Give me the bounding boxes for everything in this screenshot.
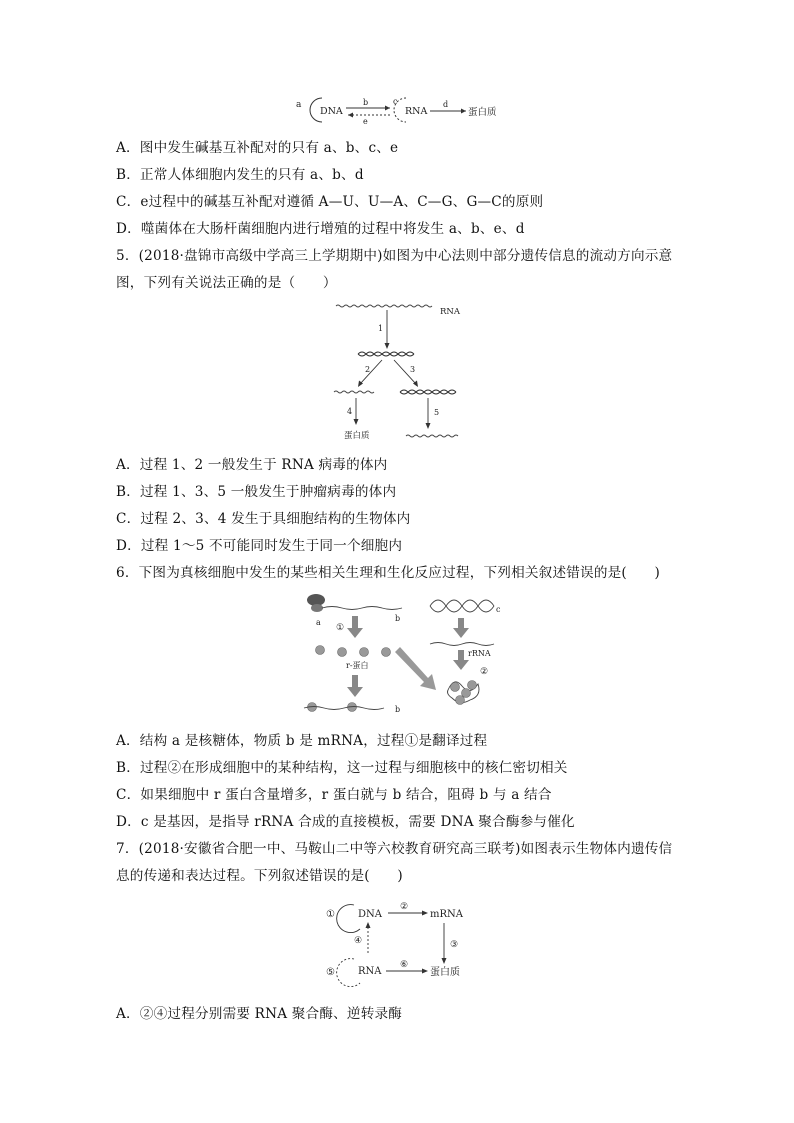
q5-option-c: C．过程 2、3、4 发生于具细胞结构的生物体内	[116, 511, 411, 527]
q7-stem-line-1: 7．(2018·安徽省合肥一中、马鞍山二中等六校教育研究高三联考)如图表示生物体内遗传信	[116, 841, 673, 857]
figure-central-dogma-1	[290, 90, 497, 130]
label-process-4: ④	[354, 936, 363, 946]
q5-stem-line-2: 图，下列有关说法正确的是（ ）	[116, 275, 337, 291]
arrow-down-icon	[347, 616, 363, 638]
label-2: 2	[365, 365, 371, 374]
q6-option-d: D．c 是基因，是指导 rRNA 合成的直接模板，需要 DNA 聚合酶参与催化	[116, 814, 575, 830]
label-mrna: mRNA	[430, 909, 463, 920]
label-process-2: ②	[480, 667, 489, 677]
q6-stem: 6．下图为真核细胞中发生的某些相关生理和生化反应过程，下列相关叙述错误的是( )	[116, 565, 661, 581]
q4-option-b: B．正常人体细胞内发生的只有 a、b、d	[116, 167, 364, 183]
q6-option-c: C．如果细胞中 r 蛋白含量增多，r 蛋白就与 b 结合，阻碍 b 与 a 结合	[116, 787, 552, 803]
dna-replication-loop	[337, 905, 360, 933]
dna-double-helix	[430, 600, 494, 612]
r-protein-dot	[338, 648, 347, 657]
rna-product-strand	[334, 391, 374, 393]
arrow-down-icon	[453, 618, 469, 638]
label-e: e	[363, 117, 368, 126]
ribosome-icon	[307, 594, 325, 612]
q5-stem-line-1: 5．(2018·盘锦市高级中学高三上学期期中)如图为中心法则中部分遗传信息的流动方向示意	[116, 248, 673, 264]
label-process-6: ⑥	[400, 960, 409, 970]
mrna-strand	[322, 607, 402, 610]
label-process-2: ②	[400, 902, 409, 912]
label-a: a	[296, 100, 302, 110]
label-dna: DNA	[358, 909, 382, 920]
label-4: 4	[347, 407, 353, 416]
label-process-5: ⑤	[326, 967, 335, 978]
dna-double-strand	[358, 352, 414, 356]
label-r-protein: r-蛋白	[346, 661, 369, 670]
r-protein-dot	[316, 646, 325, 655]
label-dna: DNA	[320, 106, 343, 117]
dna-product-double-strand	[400, 390, 456, 394]
figure-central-dogma-2	[322, 893, 482, 985]
q4-option-c: C．e过程中的碱基互补配对遵循 A—U、U—A、C—G、G—C的原则	[116, 194, 544, 210]
label-1: 1	[378, 324, 384, 333]
label-rrna: rRNA	[468, 649, 491, 658]
label-rna: RNA	[358, 966, 382, 977]
q6-option-b: B．过程②在形成细胞中的某种结构，这一过程与细胞核中的核仁密切相关	[116, 760, 568, 776]
figure-information-flow	[330, 298, 480, 444]
label-rna: RNA	[405, 106, 428, 117]
label-process-1: ①	[336, 623, 345, 633]
label-protein: 蛋白质	[344, 431, 370, 441]
q4-option-a: A．图中发生碱基互补配对的只有 a、b、c、e	[116, 140, 399, 156]
q5-option-a: A．过程 1、2 一般发生于 RNA 病毒的体内	[116, 457, 388, 473]
figure-ribosome-regulation	[300, 590, 520, 720]
q6-option-a: A．结构 a 是核糖体，物质 b 是 mRNA，过程①是翻译过程	[116, 733, 488, 749]
label-process-3: ③	[450, 940, 459, 950]
q5-option-d: D．过程 1～5 不可能同时发生于同一个细胞内	[116, 538, 403, 554]
label-d: d	[443, 100, 449, 109]
q7-option-a: A．②④过程分别需要 RNA 聚合酶、逆转录酶	[116, 1006, 403, 1022]
label-c: c	[393, 97, 398, 106]
label-b: b	[363, 98, 369, 107]
label-b-bottom: b	[395, 705, 401, 714]
label-protein: 蛋白质	[468, 107, 497, 118]
r-protein-dot	[382, 648, 391, 657]
rrna-strand	[430, 643, 494, 646]
label-b: b	[395, 614, 401, 623]
q4-option-d: D．噬菌体在大肠杆菌细胞内进行增殖的过程中将发生 a、b、e、d	[116, 221, 525, 237]
label-rna: RNA	[440, 307, 460, 317]
r-protein-dot	[360, 648, 369, 657]
rna-replication-loop	[337, 959, 360, 987]
q5-option-b: B．过程 1、3、5 一般发生于肿瘤病毒的体内	[116, 484, 397, 500]
label-protein: 蛋白质	[430, 967, 460, 978]
label-5: 5	[434, 408, 440, 417]
arrow-down-icon	[347, 675, 363, 697]
label-a: a	[316, 618, 321, 627]
ribosome-assembly-icon	[448, 681, 480, 705]
arrow-diagonal-icon	[395, 647, 436, 690]
label-process-1: ①	[326, 909, 335, 920]
arrow-down-icon	[453, 650, 469, 670]
rna-strand	[336, 305, 432, 307]
label-c: c	[496, 605, 501, 614]
q7-stem-line-2: 息的传递和表达过程。下列叙述错误的是( )	[116, 868, 403, 884]
rna-final-strand	[406, 435, 458, 437]
label-3: 3	[410, 365, 416, 374]
